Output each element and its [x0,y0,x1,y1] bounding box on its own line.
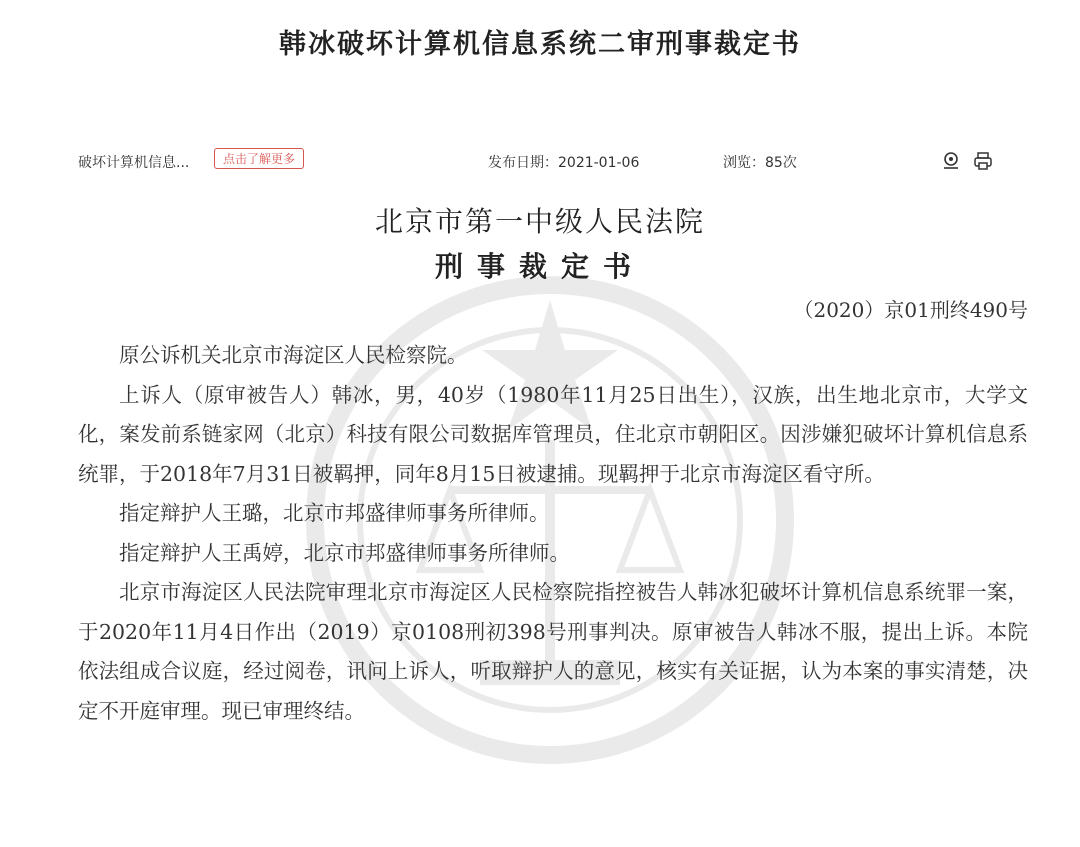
view-count: 浏览：85次 [723,155,797,171]
category-label[interactable]: 破坏计算机信息... [78,155,190,171]
paragraph: 原公诉机关北京市海淀区人民检察院。 [119,343,468,367]
page-title: 韩冰破坏计算机信息系统二审刑事裁定书 [279,29,801,60]
print-icon[interactable] [972,150,994,172]
share-icon[interactable] [940,150,962,172]
paragraph: 北京市海淀区人民法院审理北京市海淀区人民检察院指控被告人韩冰犯破坏计算机信息系统罪一案，于2020年11月4日作出（2019）京0108刑初398号刑事判决。原审被告人韩冰不服，提出上诉。本院依法组成合议庭，经过阅卷，讯问上诉人，听取辩护人的意见，核实有关证据，认为本案的事实清楚，决定不开庭审理。现已审理终结。 [78,580,1028,723]
publish-date: 发布日期：2021-01-06 [488,155,640,171]
paragraph: 指定辩护人王禹婷，北京市邦盛律师事务所律师。 [119,540,570,565]
document-body [78,336,1028,731]
learn-more-button[interactable]: 点击了解更多 [214,148,304,169]
document-type: 刑事裁定书 [434,250,645,283]
case-number: （2020）京01刑终490号 [793,298,1028,322]
meta-bar [78,146,998,182]
paragraph: 上诉人（原审被告人）韩冰，男，40岁（1980年11月25日出生），汉族，出生地北京市，大学文化，案发前系链家网（北京）科技有限公司数据库管理员，住北京市朝阳区。因涉嫌犯破坏计算机信息系统罪，于2018年7月31日被羁押，同年8月15日被逮捕。现羁押于北京市海淀区看守所。 [78,382,1028,486]
court-name: 北京市第一中级人民法院 [374,205,705,238]
paragraph: 指定辩护人王璐，北京市邦盛律师事务所律师。 [119,501,550,525]
